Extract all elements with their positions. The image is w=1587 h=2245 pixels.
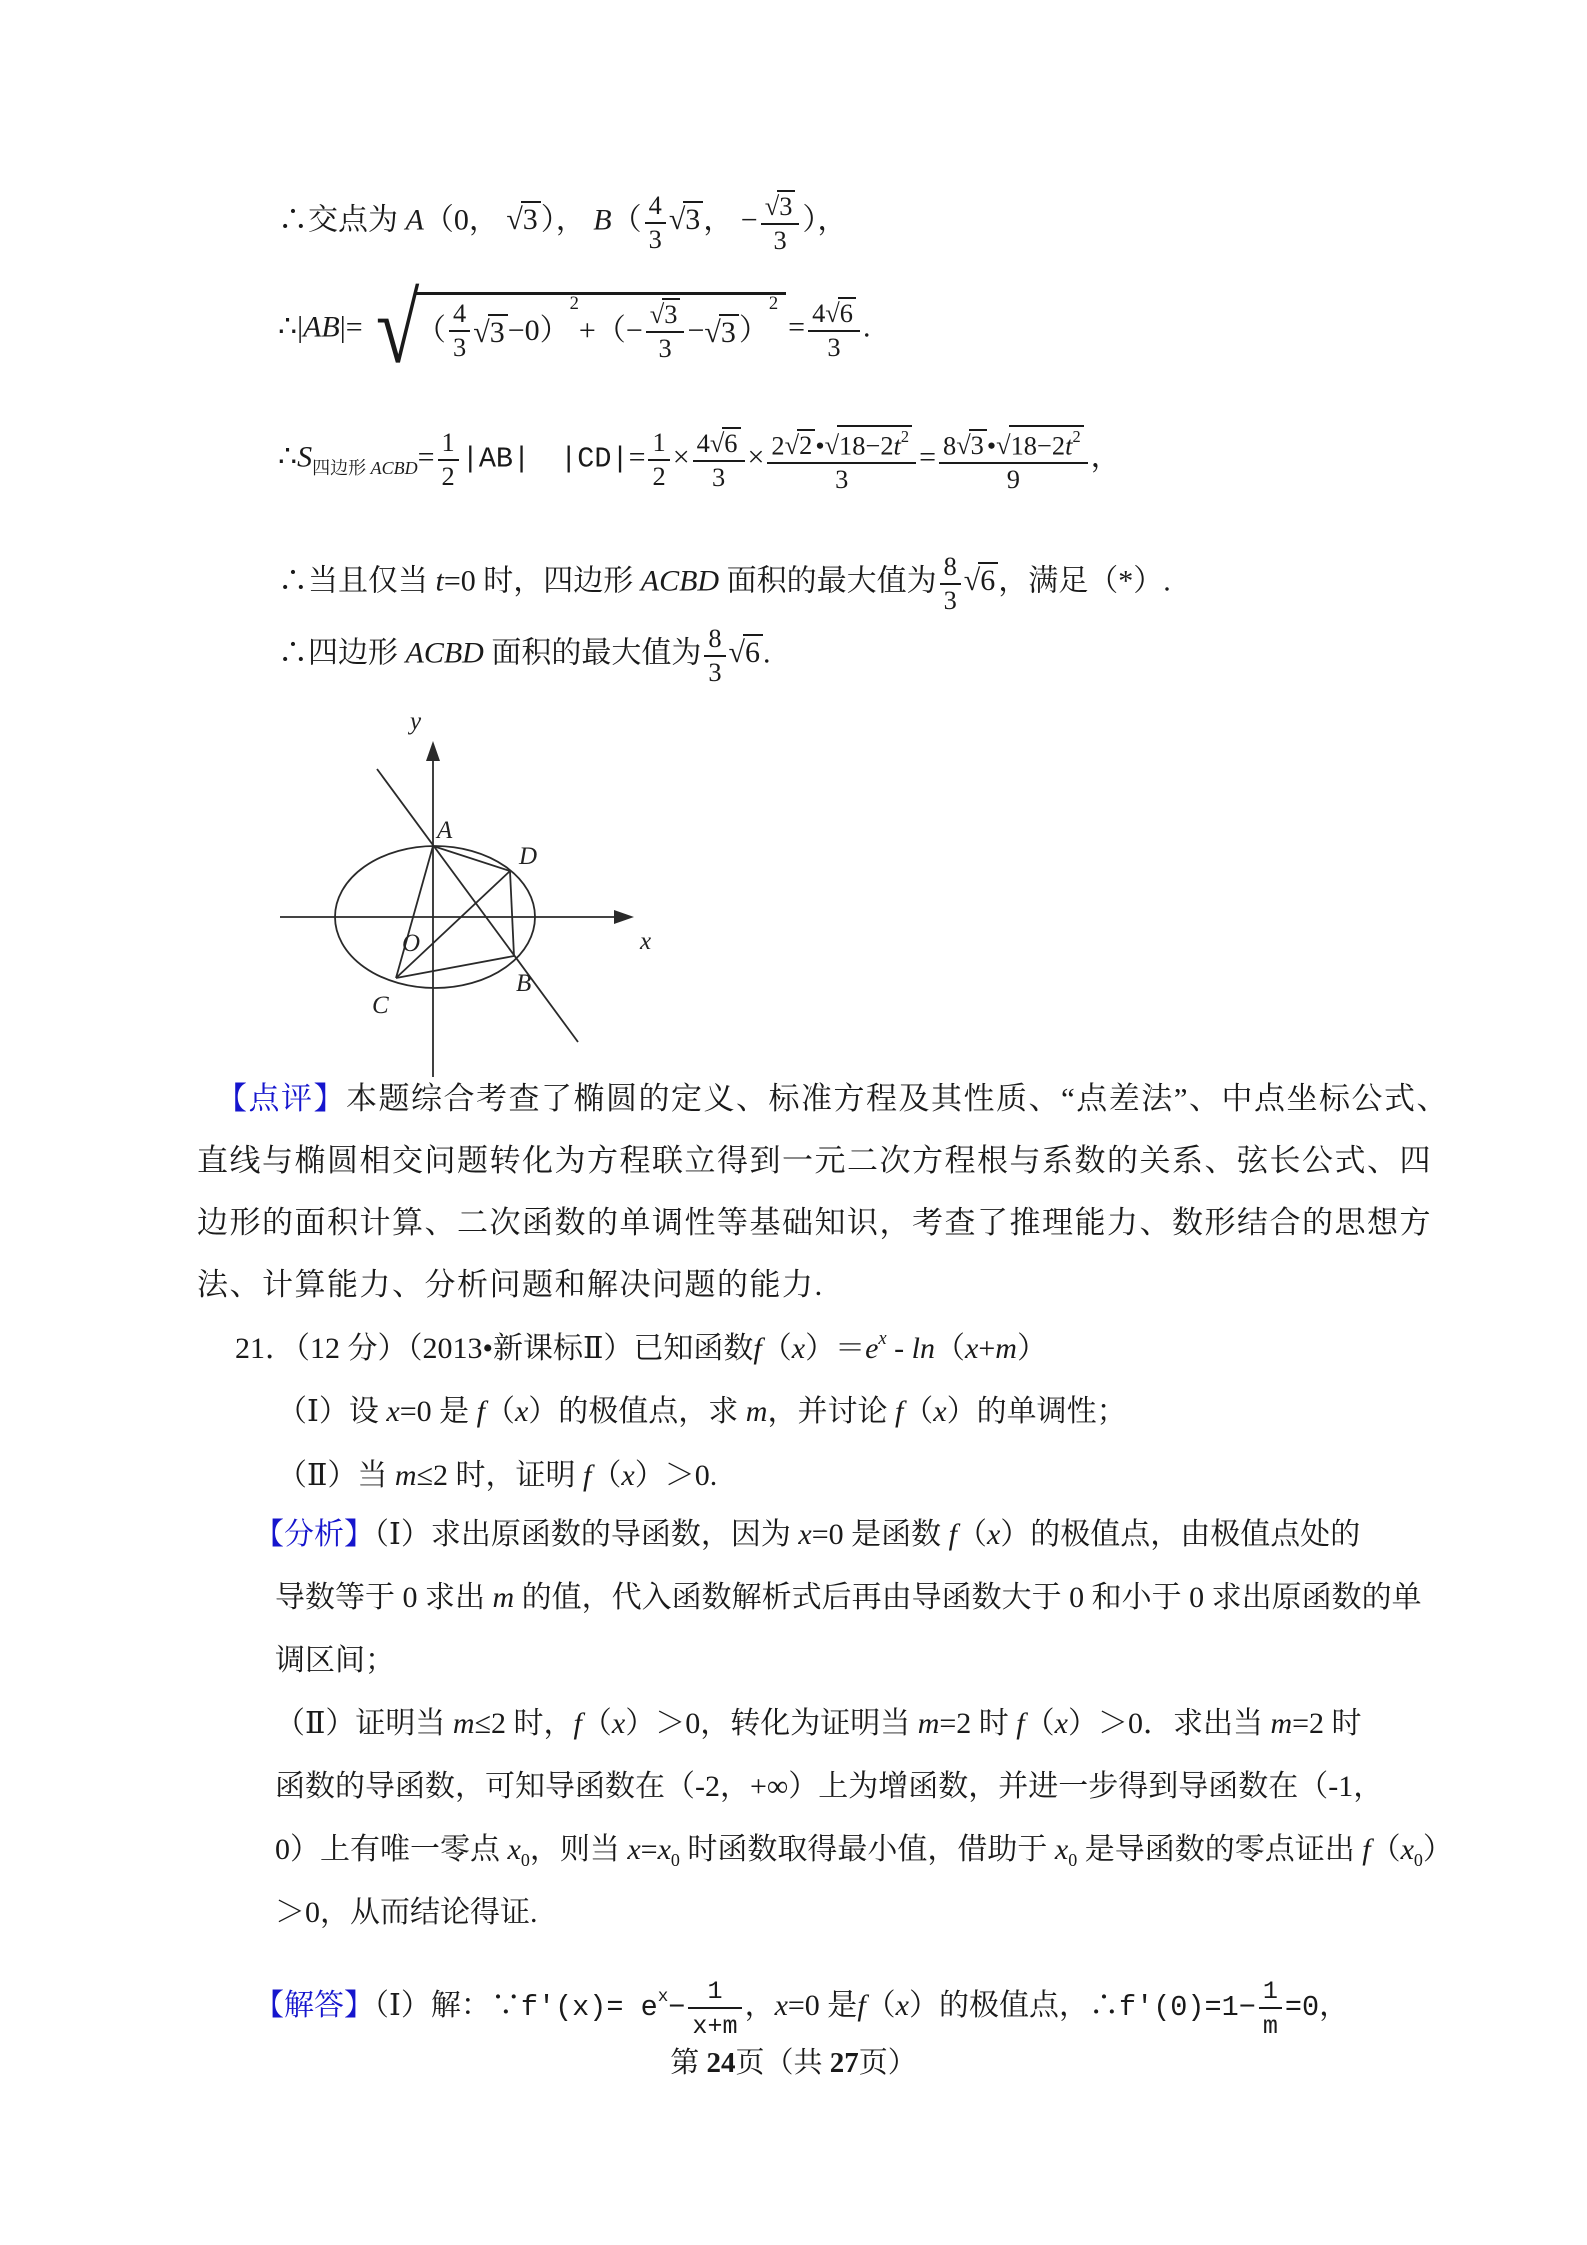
footer-mid: 页（共 (735, 2047, 830, 2079)
problem-21-part-1: （Ⅰ）设 x=0 是 f（x）的极值点，求 m，并讨论 f（x）的单调性； (277, 1395, 1127, 1428)
analysis-text-1: （Ⅰ）求出原函数的导函数，因为 x=0 是函数 f（x）的极值点，由极值点处的 (374, 1518, 1361, 1551)
analysis-line-7: ＞0，从而结论得证. (275, 1896, 538, 1929)
segment-cb (396, 956, 514, 978)
figure-label-a: A (437, 817, 453, 844)
chord-line-ab (377, 769, 578, 1042)
review-paragraph-line-1 (216, 1078, 1449, 1120)
analysis-line-2: 导数等于 0 求出 m 的值，代入函数解析式后再由导函数大于 0 和小于 0 求出原函数的单 (275, 1581, 1422, 1614)
segment-bd (510, 871, 514, 956)
segment-ac (396, 846, 433, 978)
figure-label-o: O (402, 930, 421, 957)
analysis-line-6: 0）上有唯一零点 $x_0$，则当 $x=x_0$ 时函数取得最小值，借助于 $x_0$ 是导函数的零点证出 $f(x_0)$ (275, 1833, 1453, 1871)
footer-suffix: 页） (858, 2047, 917, 2079)
formula-quadrilateral-area: $\therefore S_{四边形 ACBD}=$ $\frac{1}{2}$ |AB| |CD|= $\frac{1}{2}$ × $\frac{4√6}{3}$ × $\frac{2√2 •√18-2t^2}{3}$ = $\frac{8√3 •√18-2t^2}{9}$ ， (278, 427, 1121, 494)
footer-page-number: 24 (706, 2047, 736, 2079)
figure-label-c: C (372, 992, 389, 1019)
footer-prefix: 第 (670, 2047, 707, 2079)
ellipse-diagram (230, 695, 710, 1085)
review-paragraph-line-3: 边形的面积计算、二次函数的单调性等基础知识，考查了推理能力、数形结合的思想方 (197, 1205, 1432, 1240)
conclusion-max-area: ∴四边形 ACBD 面积的最大值为 $\frac{8}{3}$ √6 . (278, 623, 771, 687)
problem-21-part-2: （Ⅱ）当 m≤2 时，证明 f（x）＞0. (277, 1459, 718, 1492)
analysis-label: 【分析】 (254, 1518, 374, 1551)
footer-total-pages: 27 (829, 2047, 859, 2079)
formula-ab-length: ∴|AB|= √ （ $\frac{4}{3}$ √3 −0） 2 +（− $\frac{√3}{3}$ − √3 ） 2 = $\frac{4√6}{3}$ . (278, 275, 871, 384)
solution-line-1 (254, 1975, 1349, 2041)
formula-intersection-points: ∴交点为 A（0， √3 ）， B（ $\frac{4}{3}$ √3 ， − $\frac{√3}{3}$ ）， (278, 190, 848, 255)
problem-21-statement: 21．（12 分）（2013•新课标Ⅱ）已知函数$f(x)=e^x - \ln(x+m)$ (235, 1328, 1047, 1365)
figure-label-b: B (516, 970, 532, 997)
figure-label-y: y (410, 708, 422, 735)
solution-label: 【解答】 (254, 1988, 374, 2022)
analysis-line-5: 函数的导函数，可知导函数在（-2，+∞）上为增函数，并进一步得到导函数在（-1， (275, 1770, 1384, 1803)
analysis-line-4: （Ⅱ）证明当 m≤2 时，f（x）＞0，转化为证明当 m=2 时 f（x）＞0．求出当 m=2 时 (275, 1707, 1362, 1740)
segment-cd (396, 871, 510, 978)
y-axis-arrow (426, 741, 440, 761)
review-paragraph-line-2: 直线与椭圆相交问题转化为方程联立得到一元二次方程根与系数的关系、弦长公式、四 (197, 1143, 1432, 1178)
review-text: 本题综合考查了椭圆的定义、标准方程及其性质、“点差法”、中点坐标公式、 (346, 1081, 1450, 1116)
x-axis-arrow (614, 910, 634, 924)
analysis-line-1 (254, 1515, 1360, 1556)
solution-text-1: （Ⅰ）解：∵f′(x)= $e^x-$ $\frac{1}{x+m}$ ，x=0 是f（x）的极值点，∴f′(0)=1− $\frac{1}{m}$ =0， (374, 1977, 1350, 2042)
analysis-line-3: 调区间； (275, 1644, 395, 1677)
page-footer (0, 2040, 1587, 2081)
figure-label-d: D (519, 843, 538, 870)
figure-label-x: x (640, 928, 652, 955)
review-paragraph-line-4: 法、计算能力、分析问题和解决问题的能力. (197, 1267, 824, 1302)
review-label: 【点评】 (216, 1081, 346, 1116)
conclusion-max-area-condition: ∴当且仅当 t=0 时，四边形 ACBD 面积的最大值为 $\frac{8}{3}$ √6 ，满足（*）. (278, 551, 1171, 615)
